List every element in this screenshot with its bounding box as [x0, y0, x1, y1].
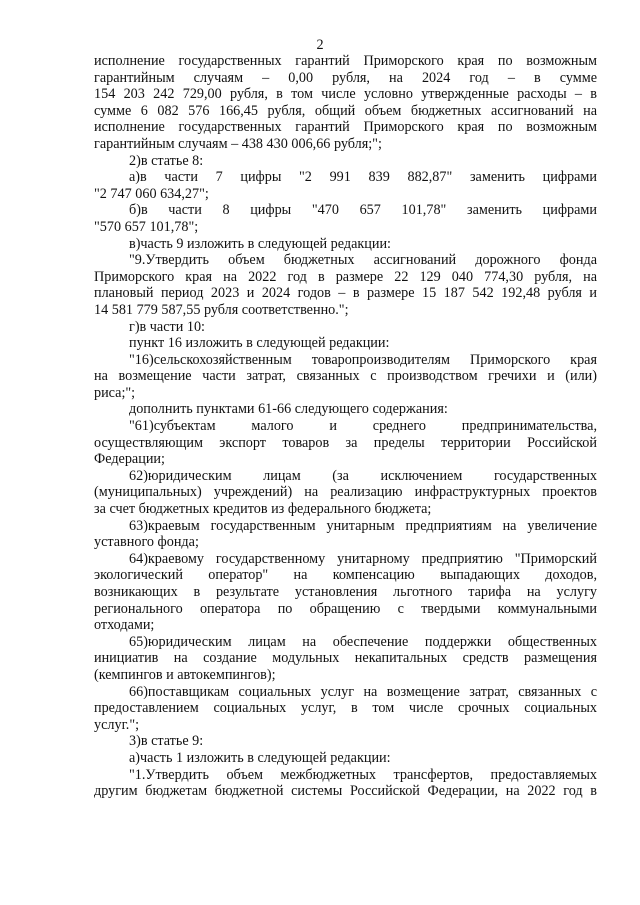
text-line: на возмещение части затрат, связанных с производством гречихи и (или) — [94, 368, 597, 385]
text-line: пункт 16 изложить в следующей редакции: — [129, 335, 390, 352]
text-line: регионального оператора по обращению с твердыми коммунальными — [94, 600, 597, 617]
text-line: а)в части 7 цифры "2 991 839 882,87" заменить цифрами — [129, 169, 597, 186]
text-line: 65)юридическим лицам на обеспечение поддержки общественных — [129, 633, 597, 650]
text-line: исполнение государственных гарантий Приморского края по возможным — [94, 53, 597, 69]
text-line: осуществляющим экспорт товаров за пределы территории Российской — [94, 434, 597, 451]
text-line: "9.Утвердить объем бюджетных ассигнований дорожного фонда — [129, 252, 597, 269]
text-line: "570 657 101,78"; — [94, 218, 199, 235]
text-line: дополнить пунктами 61-66 следующего содержания: — [129, 401, 448, 418]
document-body — [94, 53, 597, 800]
text-line: 2)в статье 8: — [129, 152, 204, 169]
text-line: гарантийным случаям – 0,00 рубля, на 2024 год – в сумме — [94, 69, 597, 86]
text-line: а)часть 1 изложить в следующей редакции: — [129, 749, 391, 766]
text-line: Приморского края на 2022 год в размере 22 129 040 774,30 рубля, на — [94, 268, 597, 285]
text-line: 63)краевым государственным унитарным предприятиям на увеличение — [129, 517, 597, 534]
text-line: отходами; — [94, 617, 155, 634]
text-line: г)в части 10: — [129, 318, 205, 335]
text-line: 66)поставщикам социальных услуг на возмещение затрат, связанных с — [129, 683, 597, 700]
text-line: "2 747 060 634,27"; — [94, 185, 209, 202]
text-line: предоставлением социальных услуг, в том числе срочных социальных — [94, 700, 597, 717]
text-line: б)в части 8 цифры "470 657 101,78" заменить цифрами — [129, 202, 597, 219]
text-line: 154 203 242 729,00 рубля, в том числе условно утвержденные расходы – в — [94, 86, 597, 103]
text-line: инициатив на создание модульных некапитальных средств размещения — [94, 650, 597, 667]
text-line: "16)сельскохозяйственным товаропроизводителям Приморского края — [129, 351, 597, 368]
text-line: 62)юридическим лицам (за исключением государственных — [129, 467, 597, 484]
text-line: возникающих в результате установления льготного тарифа на услугу — [94, 584, 597, 600]
text-line: другим бюджетам бюджетной системы Российской Федерации, на 2022 год в — [94, 783, 597, 800]
text-line: 3)в статье 9: — [129, 733, 204, 750]
text-line: "61)субъектам малого и среднего предпринимательства, — [129, 418, 597, 435]
text-line: сумме 6 082 576 166,45 рубля, общий объем бюджетных ассигнований на — [94, 102, 597, 119]
text-line: экологический оператор" на компенсацию выпадающих доходов, — [94, 567, 597, 584]
text-line: 14 581 779 587,55 рубля соответственно."; — [94, 301, 349, 318]
text-line: риса;"; — [94, 384, 136, 401]
text-line: уставного фонда; — [94, 534, 199, 551]
text-line: исполнение государственных гарантий Приморского края по возможным — [94, 119, 597, 136]
page-number: 2 — [316, 37, 324, 53]
text-line: за счет бюджетных кредитов из федерального бюджета; — [94, 501, 432, 518]
text-line: (муниципальных) учреждений) на реализацию инфраструктурных проектов — [94, 484, 597, 501]
text-line: 64)краевому государственному унитарному предприятию "Приморский — [129, 550, 597, 567]
text-line: в)часть 9 изложить в следующей редакции: — [129, 235, 391, 252]
text-line: гарантийным случаям – 438 430 006,66 рубля;"; — [94, 135, 382, 152]
text-line: "1.Утвердить объем межбюджетных трансфертов, предоставляемых — [129, 766, 597, 783]
text-line: (кемпингов и автокемпингов); — [94, 666, 276, 683]
text-line: Федерации; — [94, 451, 165, 468]
text-line: плановый период 2023 и 2024 годов – в размере 15 187 542 192,48 рубля и — [94, 285, 597, 302]
text-line: услуг."; — [94, 716, 140, 733]
